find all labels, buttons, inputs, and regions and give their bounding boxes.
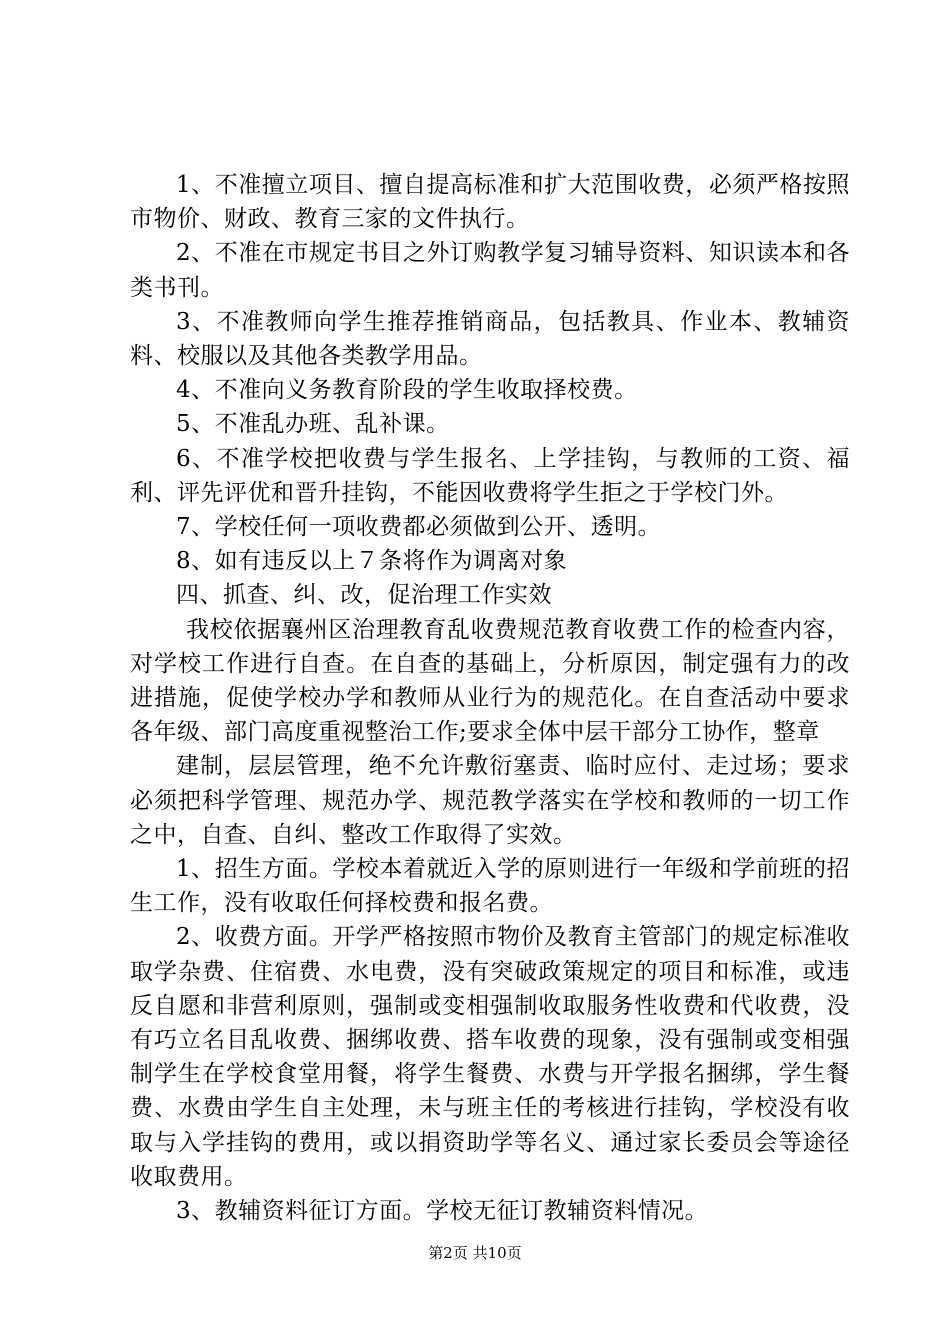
- paragraph-rule-7: 7、学校任何一项收费都必须做到公开、透明。: [176, 514, 662, 541]
- page-number-footer: 第2页 共10页: [428, 1244, 522, 1262]
- document-body: [130, 168, 850, 1228]
- paragraph-rule-1: 1、不准擅立项目、擅自提高标准和扩大范围收费，必须严格按照市物价、财政、教育三家的文件执行。: [130, 172, 850, 233]
- paragraph-fees: 2、收费方面。开学严格按照市物价及教育主管部门的规定标准收取学杂费、住宿费、水电费，没有突破政策规定的项目和标准，或违反自愿和非营利原则，强制或变相强制收取服务性收费和代收费，没有巧立名目乱收费、捆绑收费、搭车收费的现象，没有强制或变相强制学生在学校食堂用餐，将学生餐费、水费与开学报名捆绑，学生餐费、水费由学生自主处理，未与班主任的考核进行挂钩，学校没有收取与入学挂钩的费用，或以捐资助学等名义、通过家长委员会等途径收取费用。: [130, 924, 850, 1190]
- paragraph-enrollment: 1、招生方面。学校本着就近入学的原则进行一年级和学前班的招生工作，没有收取任何择校费和报名费。: [130, 856, 850, 917]
- paragraph-rule-3: 3、不准教师向学生推荐推销商品，包括教具、作业本、教辅资料、校服以及其他各类教学用品。: [130, 308, 850, 370]
- paragraph-rule-8: 8、如有违反以上７条将作为调离对象: [176, 548, 568, 575]
- paragraph-rule-4: 4、不准向义务教育阶段的学生收取择校费。: [176, 377, 638, 404]
- paragraph-rule-5: 5、不准乱办班、乱补课。: [176, 411, 450, 438]
- paragraph-teaching-materials: 3、教辅资料征订方面。学校无征订教辅资料情况。: [176, 1198, 709, 1225]
- section-heading: 四、抓查、纠、改，促治理工作实效: [176, 582, 552, 609]
- paragraph-self-inspection-continued: 建制，层层管理，绝不允许敷衍塞责、临时应付、走过场；要求必须把科学管理、规范办学、规范教学落实在学校和教师的一切工作之中，自查、自纠、整改工作取得了实效。: [130, 753, 850, 848]
- paragraph-self-inspection: 我校依据襄州区治理教育乱收费规范教育收费工作的检查内容，对学校工作进行自查。在自查的基础上，分析原因，制定强有力的改进措施，促使学校办学和教师从业行为的规范化。在自查活动中要求各年级、部门高度重视整治工作;要求全体中层干部分工协作，整章: [130, 616, 850, 746]
- paragraph-rule-2: 2、不准在市规定书目之外订购教学复习辅导资料、知识读本和各类书刊。: [130, 240, 850, 301]
- paragraph-rule-6: 6、不准学校把收费与学生报名、上学挂钩，与教师的工资、福利、评先评优和晋升挂钩，不能因收费将学生拒之于学校门外。: [130, 445, 850, 506]
